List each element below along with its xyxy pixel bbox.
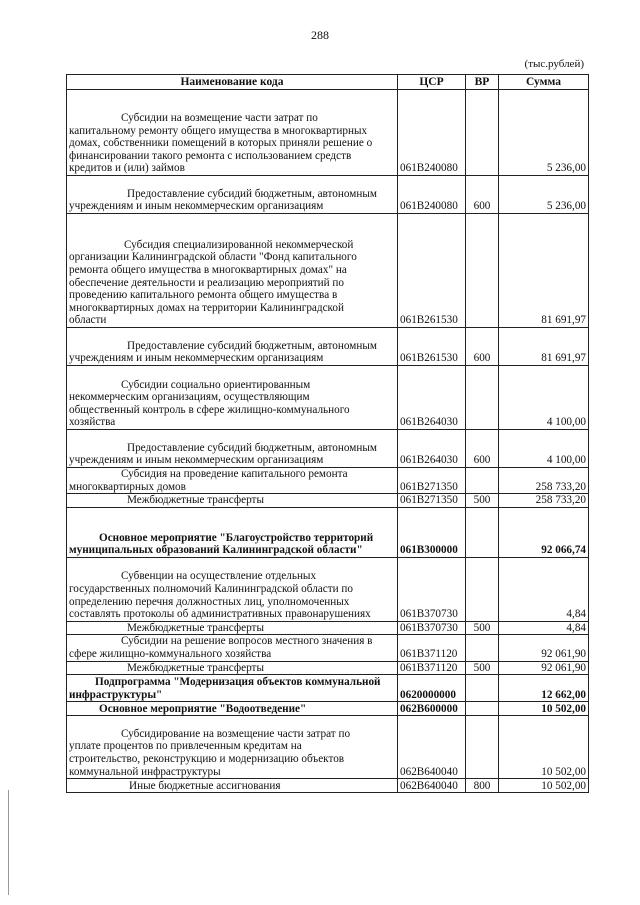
budget-table xyxy=(66,74,589,793)
row-name: Иные бюджетные ассигнования xyxy=(67,779,398,793)
row-vr-code: 600 xyxy=(466,328,499,366)
row-name: Субвенции на осуществление отдельных государственных полномочий Калининградской области по определению перечня должностных лиц, уполномоченных составлять протоколы об административных правонарушениях xyxy=(67,557,398,621)
table-row xyxy=(67,675,589,702)
row-vr-code xyxy=(466,366,499,430)
row-name: Субсидирование на возмещение части затрат по уплате процентов по привлеченным кредитам на строительство, реконструкцию и модернизацию объектов коммунальной инфраструктуры xyxy=(67,716,398,779)
table-row xyxy=(67,557,589,621)
row-csr-code: 061В300000 xyxy=(398,507,466,557)
row-vr-code: 500 xyxy=(466,661,499,675)
table-body xyxy=(67,90,589,793)
row-vr-code xyxy=(466,635,499,661)
row-sum: 5 236,00 xyxy=(499,176,589,214)
row-csr-code: 061В271350 xyxy=(398,468,466,494)
row-name: Межбюджетные трансферты xyxy=(67,494,398,508)
row-csr-code: 0620000000 xyxy=(398,675,466,702)
table-row xyxy=(67,702,589,716)
row-csr-code: 061В371120 xyxy=(398,661,466,675)
row-sum: 92 061,90 xyxy=(499,661,589,675)
row-name: Предоставление субсидий бюджетным, автономным учреждениям и иным некоммерческим организациям xyxy=(67,430,398,468)
table-header-row xyxy=(67,75,589,90)
row-sum: 4 100,00 xyxy=(499,430,589,468)
row-sum: 4,84 xyxy=(499,621,589,635)
row-csr-code: 061В261530 xyxy=(398,214,466,328)
row-name: Основное мероприятие "Водоотведение" xyxy=(67,702,398,716)
row-sum: 92 061,90 xyxy=(499,635,589,661)
row-csr-code: 062В640040 xyxy=(398,779,466,793)
units-note: (тыс.рублей) xyxy=(524,58,584,70)
table-row xyxy=(67,468,589,494)
row-sum: 5 236,00 xyxy=(499,90,589,176)
table-row xyxy=(67,494,589,508)
table-row xyxy=(67,661,589,675)
row-vr-code: 800 xyxy=(466,779,499,793)
row-sum: 12 662,00 xyxy=(499,675,589,702)
header-sum: Сумма xyxy=(499,75,589,90)
table-row xyxy=(67,621,589,635)
row-csr-code: 062В640040 xyxy=(398,716,466,779)
header-vr: ВР xyxy=(466,75,499,90)
row-sum: 4 100,00 xyxy=(499,366,589,430)
row-vr-code xyxy=(466,507,499,557)
row-vr-code: 500 xyxy=(466,621,499,635)
table-row xyxy=(67,507,589,557)
row-vr-code xyxy=(466,557,499,621)
table-row xyxy=(67,635,589,661)
row-csr-code: 061В261530 xyxy=(398,328,466,366)
row-csr-code: 061В370730 xyxy=(398,621,466,635)
row-csr-code: 062В600000 xyxy=(398,702,466,716)
row-csr-code: 061В371120 xyxy=(398,635,466,661)
table-row xyxy=(67,176,589,214)
row-sum: 92 066,74 xyxy=(499,507,589,557)
row-name: Предоставление субсидий бюджетным, автономным учреждениям и иным некоммерческим организациям xyxy=(67,328,398,366)
row-sum: 258 733,20 xyxy=(499,494,589,508)
row-csr-code: 061В370730 xyxy=(398,557,466,621)
table-row xyxy=(67,779,589,793)
table-row xyxy=(67,328,589,366)
row-vr-code xyxy=(466,90,499,176)
row-sum: 258 733,20 xyxy=(499,468,589,494)
row-vr-code xyxy=(466,702,499,716)
table-row xyxy=(67,90,589,176)
row-csr-code: 061В264030 xyxy=(398,366,466,430)
table-row xyxy=(67,716,589,779)
row-csr-code: 061В264030 xyxy=(398,430,466,468)
row-csr-code: 061В240080 xyxy=(398,90,466,176)
row-csr-code: 061В240080 xyxy=(398,176,466,214)
row-sum: 10 502,00 xyxy=(499,779,589,793)
row-name: Субсидии социально ориентированным некоммерческим организациям, осуществляющим общественный контроль в сфере жилищно-коммунального хозяйства xyxy=(67,366,398,430)
row-vr-code xyxy=(466,468,499,494)
row-name: Межбюджетные трансферты xyxy=(67,621,398,635)
row-name: Субсидия на проведение капитального ремонта многоквартирных домов xyxy=(67,468,398,494)
scan-edge-line xyxy=(8,790,9,895)
row-sum: 81 691,97 xyxy=(499,214,589,328)
row-sum: 4,84 xyxy=(499,557,589,621)
row-name: Субсидии на решение вопросов местного значения в сфере жилищно-коммунального хозяйства xyxy=(67,635,398,661)
row-vr-code: 600 xyxy=(466,176,499,214)
header-csr: ЦСР xyxy=(398,75,466,90)
row-name: Подпрограмма "Модернизация объектов коммунальной инфраструктуры" xyxy=(67,675,398,702)
table-row xyxy=(67,430,589,468)
row-name: Субсидия специализированной некоммерческой организации Калининградской области "Фонд капитального ремонта общего имущества в многоквартирных домах" на обеспечение деятельности и реализацию мероприятий по проведению капитального ремонта общего имущества в многоквартирных домах на территории Калининградской области xyxy=(67,214,398,328)
row-name: Субсидии на возмещение части затрат по капитальному ремонту общего имущества в многоквартирных домах, собственники помещений в которых приняли решение о финансировании такого ремонта с использованием средств кредитов и (или) займов xyxy=(67,90,398,176)
row-vr-code xyxy=(466,675,499,702)
row-vr-code xyxy=(466,716,499,779)
row-sum: 81 691,97 xyxy=(499,328,589,366)
row-vr-code: 600 xyxy=(466,430,499,468)
row-vr-code: 500 xyxy=(466,494,499,508)
table-row xyxy=(67,214,589,328)
header-name: Наименование кода xyxy=(67,75,398,90)
page-number: 288 xyxy=(311,28,329,42)
row-name: Предоставление субсидий бюджетным, автономным учреждениям и иным некоммерческим организациям xyxy=(67,176,398,214)
row-name: Основное мероприятие "Благоустройство территорий муниципальных образований Калининградской области" xyxy=(67,507,398,557)
row-sum: 10 502,00 xyxy=(499,716,589,779)
row-name: Межбюджетные трансферты xyxy=(67,661,398,675)
table-row xyxy=(67,366,589,430)
row-vr-code xyxy=(466,214,499,328)
row-csr-code: 061В271350 xyxy=(398,494,466,508)
row-sum: 10 502,00 xyxy=(499,702,589,716)
